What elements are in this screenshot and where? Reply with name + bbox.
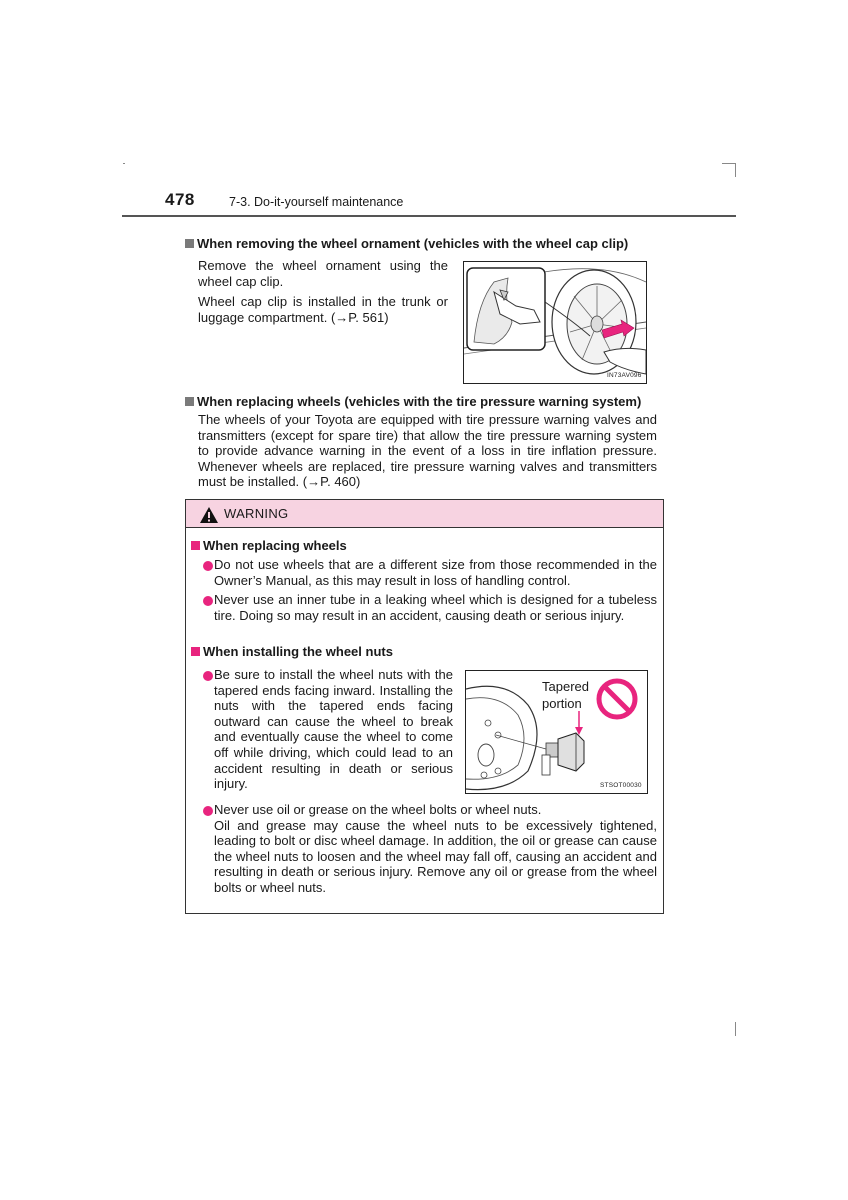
heading-replacing-wheels-tpws [185,394,641,409]
wheel-nut-figure [465,670,648,794]
figure-label-line: Tapered [542,679,589,694]
figure-code: IN73AV096 [607,372,642,379]
warning-bullet: Be sure to install the wheel nuts with the tapered ends facing inward. Installing the nuts with the tapered ends facing outward can cause the wheel to break and eventually cause the wheel to come off while driving, which could lead to an accident resulting in death or serious injury. [214,667,453,792]
replacing-wheels-body: The wheels of your Toyota are equipped with tire pressure warning valves and transmitters (except for spare tire) that allow the tire pressure warning system to provide advance warning in the event of a loss in tire inflation pressure. Whenever wheels are replaced, tire pressure warning valves and transmitters must be installed. (→P. 460) [198,412,657,490]
heading-square-icon [185,397,194,406]
section-title: 7-3. Do-it-yourself maintenance [229,195,404,209]
heading-square-icon [191,541,200,550]
warning-bullet [214,802,657,896]
warning-header [186,500,663,528]
heading-text: When replacing wheels [203,538,347,553]
page-number: 478 [165,190,195,209]
tapered-portion-label [542,678,589,712]
warning-triangle-icon [199,506,219,524]
warning-bullet: Never use an inner tube in a leaking wheel which is designed for a tubeless tire. Doing so may result in an accident, causing death or serious injury. [214,592,657,623]
wheel-cap-clip-figure [463,261,647,384]
heading-wheel-ornament [185,236,628,251]
warning-bullet: Do not use wheels that are a different size from those recommended in the Owner’s Manual, as this may result in loss of handling control. [214,557,657,588]
warning-subheading-replacing-wheels [191,538,347,553]
bullet-dot-icon [203,596,213,606]
bullet-dot-icon [203,806,213,816]
heading-text: When installing the wheel nuts [203,644,393,659]
warning-box [185,499,664,914]
warning-subheading-wheel-nuts [191,644,393,659]
heading-square-icon [191,647,200,656]
warning-label: WARNING [224,506,289,521]
bullet-dot-icon [203,561,213,571]
bullet-dot-icon [203,671,213,681]
paragraph: Wheel cap clip is installed in the trunk or luggage compartment. (→P. 561) [198,294,448,325]
heading-square-icon [185,239,194,248]
heading-text: When removing the wheel ornament (vehicles with the wheel cap clip) [197,236,629,251]
wheel-cap-clip-illustration [464,262,646,383]
header-rule [122,215,736,217]
figure-code: STSOT00030 [600,782,642,789]
wheel-ornament-text [198,258,448,325]
heading-text: When replacing wheels (vehicles with the tire pressure warning system) [197,394,642,409]
warning-bullet-lead: Never use oil or grease on the wheel bolts or wheel nuts. [214,802,542,817]
crop-mark [735,1022,736,1036]
warning-bullet-body: Oil and grease may cause the wheel nuts to be excessively tightened, leading to bolt or disc wheel damage. In addition, the oil or grease can cause the wheel nuts to loosen and the wheel may fall off, causing an accident and resulting in death or serious injury. Remove any oil or grease from the wheel bolts or wheel nuts. [214,817,657,895]
crop-mark [722,163,736,164]
paragraph: Remove the wheel ornament using the wheel cap clip. [198,258,448,289]
figure-label-line: portion [542,696,582,711]
crop-mark [123,163,125,164]
crop-mark [735,163,736,177]
